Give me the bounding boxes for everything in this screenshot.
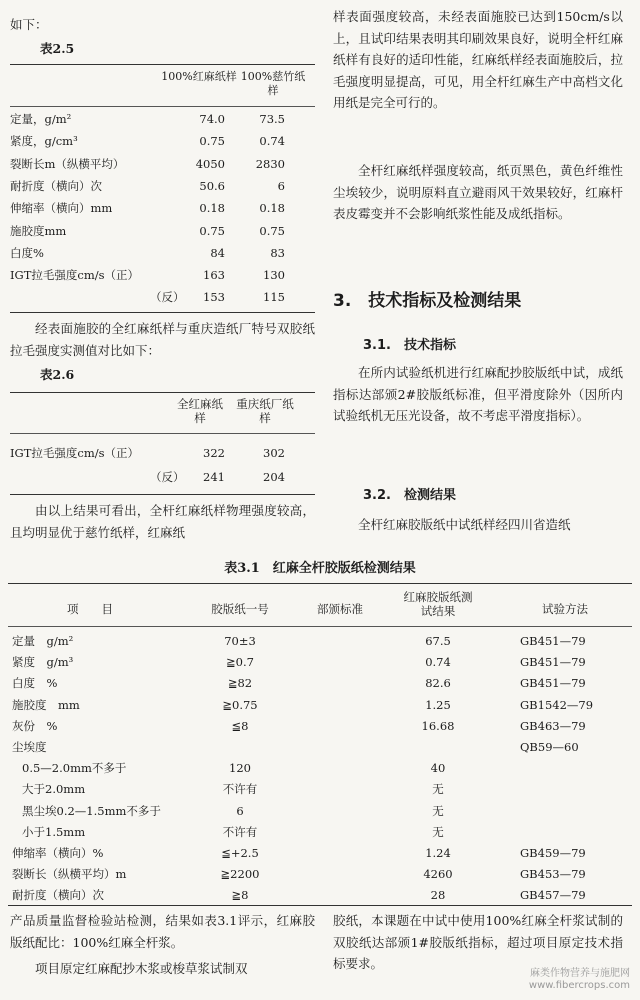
table-2-5-caption: 表2.5 xyxy=(40,41,75,56)
comparison-paragraph: 经表面施胶的全红麻纸样与重庆造纸厂特号双胶纸拉毛强度实测值对比如下： xyxy=(10,321,315,358)
table-3-1-cell-result: 82.6 xyxy=(425,676,451,691)
table-2-6-header-2: 重庆纸厂纸样 xyxy=(236,397,294,425)
table-2-5-cell-cizhu: 73.5 xyxy=(259,112,285,126)
table-2-5-cell-hongma: 4050 xyxy=(195,156,225,171)
right-paragraph-1: 样表面强度较高，未经表面施胶已达到150cm/s以上，且试印结果表明其印刷效果良好，说明全杆红麻纸样有良好的适印性能，红麻纸样经表面施胶后，拉毛强度明显提高，可见，用全杆红麻生产中高档文化用纸是完全可行的。 xyxy=(333,9,623,110)
table-3-1-cell-standard: 不许有 xyxy=(222,782,258,797)
table-2-5-cell-cizhu: 0.75 xyxy=(259,223,285,238)
table-3-1-header-method: 试验方法 xyxy=(542,602,588,616)
table-2-6-header-1: 全红麻纸样 xyxy=(177,397,223,425)
table-3-1-cell-standard: ≦8 xyxy=(231,718,249,733)
table-3-1-cell-standard: ≧0.75 xyxy=(222,697,258,712)
table-3-1-cell-result: 67.5 xyxy=(425,634,451,648)
intro-text: 如下： xyxy=(10,17,48,32)
right-paragraph-4: 全杆红麻胶版纸中试纸样经四川省造纸 xyxy=(358,517,571,532)
table-3-1-cell-result: 4260 xyxy=(423,867,453,882)
table-3-1-cell-method: GB459—79 xyxy=(520,846,586,860)
table-2-6-caption: 表2.6 xyxy=(40,367,75,382)
table-2-6-header-rule xyxy=(10,433,315,434)
table-3-1-header-item: 项 目 xyxy=(67,602,113,616)
table-2-5-cell-hongma: 0.18 xyxy=(199,201,225,216)
table-2-5-row-label: 紧度，g/cm³ xyxy=(10,134,78,149)
table-3-1-cell-result: 16.68 xyxy=(421,718,455,733)
table-2-5-row-label: 耐折度（横向）次 xyxy=(10,178,102,193)
table-2-5-cell-cizhu: 115 xyxy=(263,290,285,305)
table-3-1-row-item: 0.5—2.0mm不多于 xyxy=(22,761,127,776)
table-2-5-row-label: IGT拉毛强度cm/s（正） xyxy=(10,268,140,283)
conclusion-paragraph-left: 由以上结果可看出，全杆红麻纸样物理强度较高，且均明显优于慈竹纸样，红麻纸 xyxy=(10,503,315,540)
table-2-6-cell-chongqing: 204 xyxy=(263,470,285,484)
table-2-5-cell-cizhu: 0.18 xyxy=(259,201,285,216)
table-2-5-cell-cizhu: 130 xyxy=(263,268,285,283)
table-3-1-row-item: 尘埃度 xyxy=(12,740,47,754)
right-paragraph-2: 全杆红麻纸样强度较高，纸页黑色，黄色纤维性尘埃较少，说明原料直立避雨风干效果较好，红麻杆表皮霉变并不会影响纸浆性能及成纸指标。 xyxy=(333,163,623,221)
watermark-en: www.fibercrops.com xyxy=(528,980,630,991)
table-2-5-cell-hongma: 153 xyxy=(203,290,225,305)
table-2-5-cell-hongma: 0.75 xyxy=(199,134,225,149)
table-2-6-bottom-rule xyxy=(10,494,315,495)
table-2-5-cell-hongma: 50.6 xyxy=(199,178,225,193)
table-3-1-row-item: 定量 g/m² xyxy=(12,634,74,648)
table-2-5-cell-cizhu: 0.74 xyxy=(259,134,285,149)
table-2-5-row-label: （反） xyxy=(150,290,185,305)
table-3-1-cell-result: 无 xyxy=(432,803,444,818)
table-3-1-header-standard: 部颁标准 xyxy=(317,602,363,616)
table-2-6-top-rule xyxy=(10,392,315,393)
table-2-6-row-label: IGT拉毛强度cm/s（正） xyxy=(10,446,140,460)
table-3-1-header-result: 红麻胶版纸测试结果 xyxy=(403,590,473,618)
table-3-1-cell-result: 1.25 xyxy=(425,697,451,712)
watermark-cn: 麻类作物营养与施肥网 xyxy=(530,968,630,979)
table-3-1-header-rule xyxy=(8,626,632,627)
table-2-5-header-1: 100%红麻纸样 xyxy=(161,70,237,83)
table-2-5-row-label: 白度% xyxy=(10,245,44,260)
table-3-1-row-item: 大于2.0mm xyxy=(22,782,86,797)
section-3-heading: 3. 技术指标及检测结果 xyxy=(333,291,522,311)
table-2-6-row-label: （反） xyxy=(150,470,185,484)
bottom-left-paragraph-2: 项目原定红麻配抄木浆或梭草浆试制双 xyxy=(35,961,248,976)
section-3-1-heading: 3.1. 技术指标 xyxy=(363,338,456,353)
table-2-5-header-2: 100%慈竹纸样 xyxy=(240,70,306,97)
table-3-1-cell-method: GB1542—79 xyxy=(520,697,594,712)
table-3-1-cell-standard: ≧82 xyxy=(227,676,253,691)
table-2-5-row-label: 施胶度mm xyxy=(10,223,67,238)
table-2-5-bottom-rule xyxy=(10,312,315,313)
table-2-5-row-label: 定量，g/m² xyxy=(10,112,72,126)
table-3-1-row-item: 裂断长（纵横平均）m xyxy=(12,867,127,882)
table-2-5-row-label: 伸缩率（横向）mm xyxy=(10,201,113,216)
table-2-5-cell-hongma: 0.75 xyxy=(199,223,225,238)
table-3-1-cell-result: 无 xyxy=(432,824,444,839)
table-2-5-cell-cizhu: 83 xyxy=(270,245,285,260)
table-3-1-cell-standard: 70±3 xyxy=(224,634,256,648)
section-3-2-heading: 3.2. 检测结果 xyxy=(363,488,456,503)
table-2-5-header-rule xyxy=(10,106,315,107)
table-2-5-cell-hongma: 74.0 xyxy=(199,112,225,126)
table-2-5-row-label: 裂断长m（纵横平均） xyxy=(10,156,125,171)
table-3-1-cell-standard: 6 xyxy=(236,803,244,818)
table-3-1-row-item: 白度 % xyxy=(12,676,58,691)
table-3-1-cell-result: 0.74 xyxy=(425,655,451,670)
table-3-1-cell-method: QB59—60 xyxy=(520,740,579,754)
table-3-1-row-item: 小于1.5mm xyxy=(22,824,86,839)
bottom-right-paragraph: 胶纸，本课题在中试中使用100%红麻全杆浆试制的双胶纸达部颁1#胶版纸指标，超过项目原定技术指标要求。 xyxy=(333,913,623,971)
table-3-1-cell-standard: ≧0.7 xyxy=(226,655,254,670)
table-3-1-cell-method: GB451—79 xyxy=(520,634,586,648)
table-3-1-caption: 表3.1 红麻全杆胶版纸检测结果 xyxy=(224,561,416,576)
table-3-1-top-rule xyxy=(8,583,632,584)
table-3-1-cell-method: GB463—79 xyxy=(520,718,586,733)
table-3-1-row-item: 灰份 % xyxy=(12,718,58,733)
table-2-5-cell-cizhu: 6 xyxy=(277,178,285,193)
table-3-1-cell-standard: ≧2200 xyxy=(220,867,260,882)
table-3-1-row-item: 伸缩率（横向）% xyxy=(12,846,104,860)
right-paragraph-3: 在所内试验纸机进行红麻配抄胶版纸中试，成纸指标达部颁2#胶版纸标准，但平滑度除外（因所内试验纸机无压光设备，故不考虑平滑度指标）。 xyxy=(333,365,623,423)
table-3-1-cell-result: 无 xyxy=(432,782,444,797)
table-3-1-cell-result: 1.24 xyxy=(425,846,451,860)
table-2-6-cell-chongqing: 302 xyxy=(263,446,285,460)
table-2-5-cell-hongma: 84 xyxy=(210,245,225,260)
table-3-1-cell-standard: 不许有 xyxy=(222,824,258,839)
table-3-1-cell-method: GB457—79 xyxy=(520,888,586,903)
table-3-1-cell-standard: ≧8 xyxy=(231,888,249,903)
table-2-5-top-rule xyxy=(10,64,315,65)
table-2-5-cell-cizhu: 2830 xyxy=(255,156,285,171)
table-3-1-cell-method: GB453—79 xyxy=(520,867,586,882)
bottom-left-paragraph: 产品质量监督检验站检测，结果如表3.1评示，红麻胶版纸配比：100%红麻全杆浆。 xyxy=(10,913,315,950)
table-3-1-cell-method: GB451—79 xyxy=(520,676,586,691)
table-3-1-row-item: 紧度 g/m³ xyxy=(12,655,74,670)
table-2-6-cell-hongma: 241 xyxy=(203,470,225,484)
table-2-6-cell-hongma: 322 xyxy=(203,446,225,460)
table-3-1-row-item: 耐折度（横向）次 xyxy=(12,888,104,903)
table-3-1-row-item: 施胶度 mm xyxy=(12,697,80,712)
table-3-1-row-item: 黑尘埃0.2—1.5mm不多于 xyxy=(22,803,161,818)
table-3-1-cell-standard: 120 xyxy=(229,761,251,776)
table-3-1-cell-method: GB451—79 xyxy=(520,655,586,670)
table-3-1-cell-result: 28 xyxy=(430,888,446,903)
table-3-1-bottom-rule xyxy=(8,905,632,906)
table-2-5-cell-hongma: 163 xyxy=(203,268,225,283)
table-3-1-cell-result: 40 xyxy=(430,761,446,776)
table-3-1-header-grade: 胶版纸一号 xyxy=(211,602,269,616)
table-3-1-cell-standard: ≦+2.5 xyxy=(221,846,259,860)
